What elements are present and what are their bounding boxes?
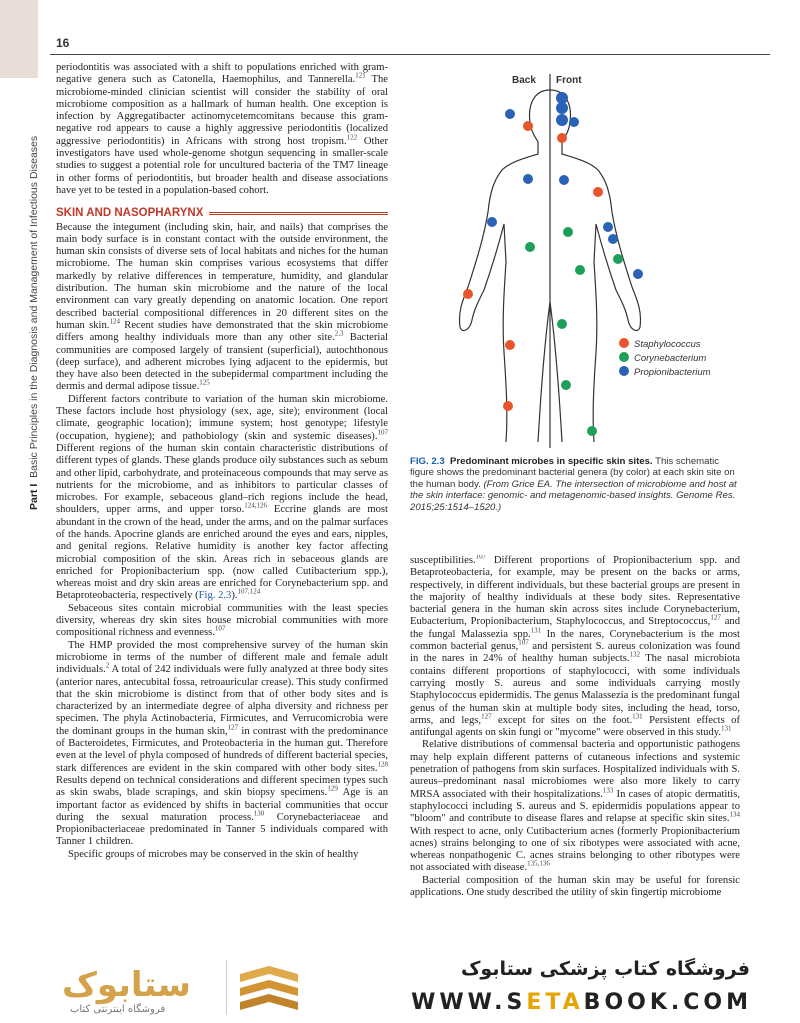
store-logo: ستابوک	[62, 965, 191, 1005]
front-label: Front	[556, 75, 582, 86]
back-label: Back	[512, 75, 536, 86]
legend-corynebacterium: Corynebacterium	[634, 353, 707, 364]
propionibacterium-dot	[505, 109, 515, 119]
staphylococcus-dot	[503, 401, 513, 411]
figure-link[interactable]: Fig. 2.3	[198, 590, 232, 602]
propionibacterium-dot	[633, 269, 643, 279]
corynebacterium-dot	[561, 380, 571, 390]
logo-chevron-icon	[236, 964, 302, 1016]
legend-propionibacterium: Propionibacterium	[634, 367, 711, 378]
paragraph: Different factors contribute to variation of the human skin microbiome. These factors include host physiology (sex, age, site); environment (local climate, geographic location); immune system; host genotype; lifestyle (occupation, hygiene); and pathobiology (skin and systemic diseases).$^{107}$ Different regions of the human skin contain characteristic distributions of different types of glands. These glands produce oily substances such as sebum and other lipid, carbohydrate, and proteinaceous compounds that may serve as nutrients for the microbiome, and as inhibitors to particular classes of microbes. For example, sebaceous gland–rich regions include the head, shoulders, upper arms, and upper torso.$^{124,126}$ Eccrine glands are most abundant in the crown of the head, under the arms, and on the palmar surfaces of the hands. Apocrine glands are enriched around the eyes and ears, nipples, and genital regions. Relative humidity is another key factor affecting microbial composition of the skin. Areas rich in sebaceous glands are enriched for Propionibacterium spp. (now called Cutibacterium spp.), whereas moist and dry skin areas are enriched for Corynebacterium spp. and Betaproteobacteria, respectively (Fig. 2.3).$^{107,124}$	[56, 393, 388, 602]
staphylococcus-dot	[463, 289, 473, 299]
store-url[interactable]: WWW.SETABOOK.COM	[411, 990, 752, 1015]
figure-title: Predominant microbes in specific skin sites.	[450, 456, 653, 467]
store-logo-subtitle: فروشگاه اینترنتی کتاب	[70, 1004, 166, 1015]
paragraph: Because the integument (including skin, hair, and nails) that comprises the main body surface is in constant contact with the outside environment, the human skin consists of diverse sets of local habitats and niches for the human microbiome. The human skin comprises various ecosystems that differ markedly by relative differences in temperature, humidity, and glandular distribution. The human skin microbiome and the nature of the local environment can vary greatly depending on anatomic location. One report described bacterial compositional differences in 20 different sites on the human skin.$^{124}$ Recent studies have demonstrated that the skin microbiome differs among healthy individuals more than any other site.$^{2,3}$ Bacterial communities are composed largely of transient (superficial), autochthonous (deep surface), and adherent microbes lying adjacent to the epidermis, but they have also been detected in the subepidermal compartment including the dermis and dermal adipose tissue.$^{125}$	[56, 221, 388, 393]
right-column	[410, 555, 740, 946]
propionibacterium-dot	[559, 175, 569, 185]
store-name: فروشگاه کتاب پزشکی ستابوک	[460, 958, 750, 980]
running-head-title: Basic Principles in the Diagnosis and Management of Infectious Diseases	[28, 135, 40, 478]
propionibacterium-dot	[608, 234, 618, 244]
paragraph: Sebaceous sites contain microbial communities with the least species diversity, whereas dry skin sites house microbial communities with more compositional richness and evenness.$^{107}$	[56, 602, 388, 639]
page-number: 16	[56, 36, 70, 50]
propionibacterium-dot	[523, 174, 533, 184]
propionibacterium-dot	[603, 222, 613, 232]
running-head-part: Part I	[28, 483, 40, 510]
figure-label: FIG. 2.3	[410, 456, 445, 467]
legend-staphylococcus: Staphylococcus	[634, 339, 701, 350]
paragraph: Relative distributions of commensal bacteria and opportunistic pathogens may help explain different patterns of cutaneous infections and systemic penetration of pathogens from skin surfaces. Hospitalized individuals with S. aureus–predominant nasal microbiomes were also more likely to carry MRSA associated with their hospitalizations.$^{133}$ In cases of atopic dermatitis, staphylococci including S. aureus and S. epidermidis populations appear to "bloom" and contribute to disease flares and relapse at specific skin sites.$^{134}$ With respect to acne, only Cutibacterium acnes (formerly Propionibacterium acnes) strains belonging to one of six ribotypes were associated with acne, whereas nonpathogenic C. acnes strains belonging to other ribotypes were not associated with disease.$^{135,136}$	[410, 739, 740, 874]
header-rule	[50, 54, 770, 55]
paragraph: Specific groups of microbes may be conserved in the skin of healthy	[68, 848, 359, 860]
propionibacterium-dot	[556, 102, 568, 114]
staphylococcus-dot	[557, 133, 567, 143]
corynebacterium-dot	[587, 426, 597, 436]
propionibacterium-dot	[556, 114, 568, 126]
figure-caption: FIG. 2.3 Predominant microbes in specific skin sites. This schematic figure shows the predominant bacterial genera (by color) at each skin site on the human body. (From Grice EA. The intersection of microbiome and host at the skin interface: genomic- and metagenomic-based insights. Genome Res. 2015;25:1514–1520.)	[410, 456, 737, 513]
legend	[619, 338, 711, 378]
corynebacterium-dot	[613, 254, 623, 264]
corner-tab	[0, 0, 38, 78]
body-map-svg	[410, 62, 750, 452]
staphylococcus-dot	[505, 340, 515, 350]
body-map-figure	[410, 62, 750, 522]
logo-divider	[226, 960, 227, 1015]
paragraph: periodontitis was associated with a shift to populations enriched with gram-negative genera such as Catonella, Haemophilus, and Tannerella.$^{121}$ The microbiome-minded clinician scientist will consider the stability of oral microbiome composition as a hallmark of human health. One exception is infection by Aggregatibacter actinomycetemcomitans because this gram-negative rod appears to cause a highly aggressive periodontitis (localized aggressive periodontitis) in Africans with strong host tropism.$^{122}$ Other investigators have used whole-genome shotgun sequencing in smaller-scale studies to suggest a potential role for uncultured bacteria of the TM7 lineage in other forms of periodontitis, but broader health and disease associations have yet to be tested in a population-based cohort.	[56, 62, 388, 196]
corynebacterium-dot	[557, 319, 567, 329]
section-heading: SKIN AND NASOPHARYNX	[56, 207, 388, 219]
corynebacterium-dot	[575, 265, 585, 275]
propionibacterium-dot	[487, 217, 497, 227]
corynebacterium-dot	[563, 227, 573, 237]
paragraph: susceptibilities.$^{107}$ Different proportions of Propionibacterium spp. and Betaproteobacteria, for example, may be present on the backs or arms, respectively, in different individuals, but these bacterial groups are present in the majority of healthy individuals at these body sites. Representative bacterial genera in the human skin across sites include Corynebacterium, Eubacterium, Propionibacterium, Staphylococcus, and Streptococcus,$^{127}$ and the fungal Malassezia spp.$^{131}$ In the nares, Corynebacterium is the most common bacterial genus,$^{107}$ and persistent S. aureus colonization was found in the nares in 24% of healthy human subjects.$^{132}$ The nasal microbiota contains different proportions of staphylococci, with some individuals carrying mostly S. aureus and some individuals carrying mostly Staphylococcus epidermidis. The genus Malassezia is the predominant fungal genus of the human skin at multiple body sites, including the head, torso, arms, and legs,$^{127}$ except for sites on the foot.$^{131}$ Persistent effects of antifungal agents on skin fungi or "mycome" were observed in this study.$^{131}$	[410, 555, 740, 739]
microbe-dots	[463, 92, 643, 436]
corynebacterium-dot	[525, 242, 535, 252]
staphylococcus-dot	[523, 121, 533, 131]
propionibacterium-dot	[569, 117, 579, 127]
left-column	[56, 62, 388, 946]
paragraph: The HMP provided the most comprehensive survey of the human skin microbiome in terms of the number of different male and female adult individuals.$^2$ A total of 242 individuals were fully analyzed at three body sites (anterior nares, antecubital fossa, retroauricular crease). This study confirmed that the skin microbiome is distinct from that of other body sites and is characterized by an intermediate degree of alpha diversity and richness per specimen. The phyla Actinobacteria, Firmicutes, and Verrucomicrobia were the dominant groups in the human skin,$^{127}$ in contrast with the predominance of Bacteroidetes, Firmicutes, and Proteobacteria in the human gut. Therefore even at the level of phyla composed of hundreds of different bacterial species, stark differences are evident in the skin compared with other body sites.$^{128}$ Results depend on technical considerations and different specimen types such as skin swabs, blade scrapings, and skin biopsy specimens.$^{129}$ Age is an important factor as evidenced by shifts in bacterial communities that occur during the sexual maturation process.$^{130}$ Corynebacteriaceae and Propionibacteriaceae predominated in Tanner 5 individuals compared with Tanner 1 children.	[56, 639, 388, 848]
paragraph: Bacterial composition of the human skin may be useful for forensic applications. One study described the utility of skin fingertip microbiome	[410, 874, 740, 899]
staphylococcus-dot	[593, 187, 603, 197]
